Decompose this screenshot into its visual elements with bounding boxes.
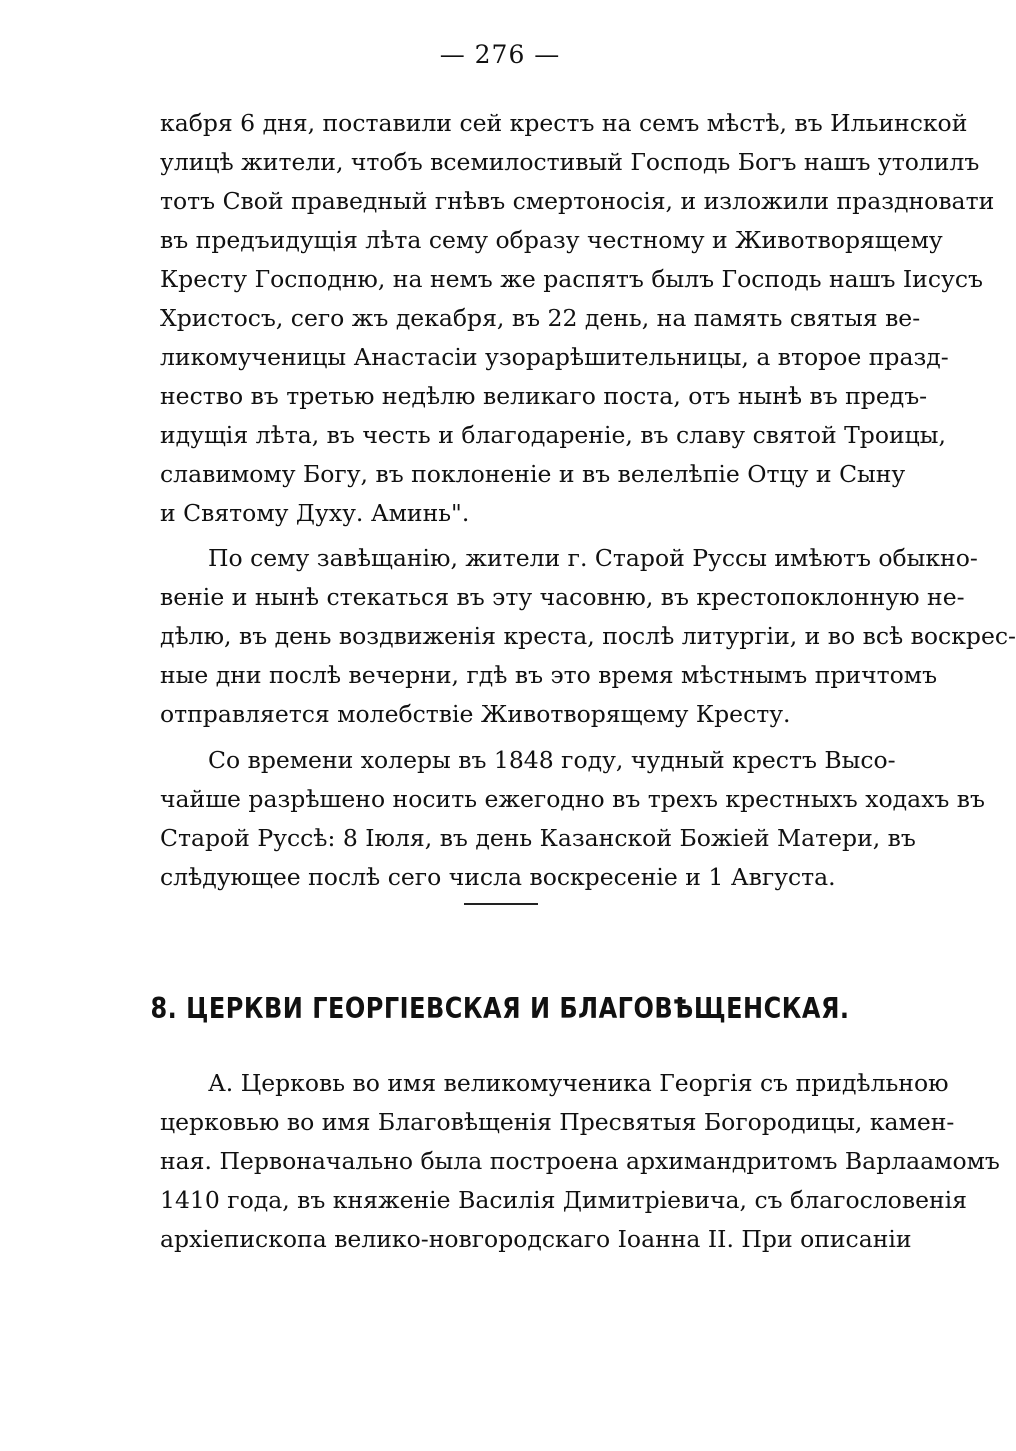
text-line: отправляется молебствіе Животворящему Кресту. [160, 700, 791, 728]
text-line: веніе и нынѣ стекаться въ эту часовню, въ крестопоклонную не- [160, 583, 965, 611]
text-line: Со времени холеры въ 1848 году, чудный крестъ Высо- [208, 746, 896, 774]
section-heading: 8. ЦЕРКВИ ГЕОРГІЕВСКАЯ И БЛАГОВѢЩЕНСКАЯ. [150, 992, 850, 1026]
text-line: кабря 6 дня, поставили сей крестъ на семъ мѣстѣ, въ Ильинской [160, 109, 968, 137]
text-line: 1410 года, въ княженіе Василія Димитріевича, съ благословенія [160, 1186, 967, 1214]
section-divider [464, 903, 538, 905]
text-line: славимому Богу, въ поклоненіе и въ велелѣпіе Отцу и Сыну [160, 460, 906, 488]
text-line: Старой Руссѣ: 8 Іюля, въ день Казанской Божіей Матери, въ [160, 824, 916, 852]
page-number: — 276 — [439, 40, 561, 69]
text-line: въ предъидущія лѣта сему образу честному и Животворящему [160, 226, 943, 254]
text-line: улицѣ жители, чтобъ всемилостивый Господь Богъ нашъ утолилъ [160, 148, 980, 176]
text-line: нество въ третью недѣлю великаго поста, отъ нынѣ въ предъ- [160, 382, 928, 410]
text-line: ликомученицы Анастасіи узорарѣшительницы, а второе празд- [160, 343, 949, 371]
text-line: архіепископа велико-новгородскаго Іоанна II. При описаніи [160, 1225, 912, 1253]
text-line: А. Церковь во имя великомученика Георгія съ придѣльною [208, 1069, 949, 1097]
text-line: церковью во имя Благовѣщенія Пресвятыя Богородицы, камен- [160, 1108, 955, 1136]
text-line: Христосъ, сего жъ декабря, въ 22 день, на память святыя ве- [160, 304, 921, 332]
text-line: По сему завѣщанію, жители г. Старой Руссы имѣютъ обыкно- [208, 544, 978, 572]
text-line: и Святому Духу. Аминь". [160, 499, 470, 527]
text-line: дѣлю, въ день воздвиженія креста, послѣ литургіи, и во всѣ воскрес- [160, 622, 1016, 650]
text-line: ная. Первоначально была построена архимандритомъ Варлаамомъ [160, 1147, 1000, 1175]
text-line: тотъ Свой праведный гнѣвъ смертоносія, и изложили праздновати [160, 187, 995, 215]
text-line: слѣдующее послѣ сего числа воскресеніе и 1 Августа. [160, 863, 836, 891]
text-line: идущія лѣта, въ честь и благодареніе, въ славу святой Троицы, [160, 421, 946, 449]
text-line: Кресту Господню, на немъ же распятъ былъ Господь нашъ Іисусъ [160, 265, 983, 293]
text-line: чайше разрѣшено носить ежегодно въ трехъ крестныхъ ходахъ въ [160, 785, 985, 813]
text-line: ные дни послѣ вечерни, гдѣ въ это время мѣстнымъ причтомъ [160, 661, 938, 689]
